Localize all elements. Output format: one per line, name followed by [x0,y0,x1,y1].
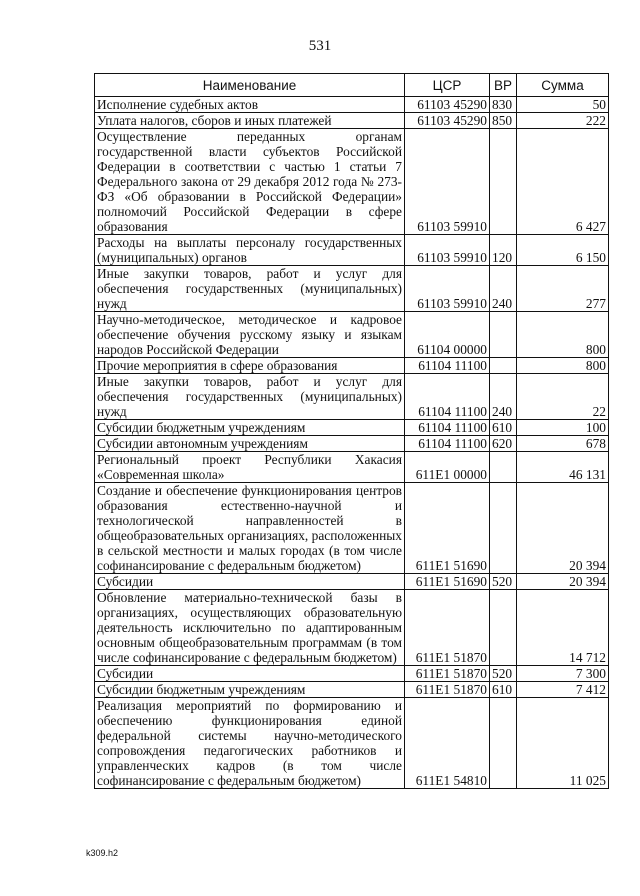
row-vr [490,452,517,483]
row-vr [490,483,517,574]
row-name: Расходы на выплаты персоналу государственных (муниципальных) органов [95,235,405,266]
table-row [95,235,609,266]
row-sum: 678 [517,436,609,452]
row-sum: 11 025 [517,698,609,789]
table-row [95,483,609,574]
row-csr: 61103 59910 [405,235,490,266]
row-vr: 520 [490,574,517,590]
row-name: Субсидии бюджетным учреждениям [95,682,405,698]
table-row [95,113,609,129]
row-sum: 7 300 [517,666,609,682]
row-vr: 850 [490,113,517,129]
footer-code: k309.h2 [86,848,119,858]
row-name: Субсидии [95,574,405,590]
row-csr: 61103 59910 [405,129,490,235]
table-row [95,129,609,235]
row-sum: 800 [517,312,609,358]
row-sum: 22 [517,374,609,420]
table-header-row [95,74,609,97]
header-sum: Сумма [517,74,609,97]
row-csr: 61104 11100 [405,420,490,436]
row-csr: 611E1 51690 [405,574,490,590]
table-row [95,590,609,666]
row-sum: 20 394 [517,483,609,574]
table-row [95,666,609,682]
row-name: Уплата налогов, сборов и иных платежей [95,113,405,129]
row-vr: 520 [490,666,517,682]
row-sum: 20 394 [517,574,609,590]
row-csr: 61103 45290 [405,97,490,113]
table-row [95,420,609,436]
row-csr: 611E1 54810 [405,698,490,789]
table-row [95,374,609,420]
row-sum: 222 [517,113,609,129]
row-name: Субсидии автономным учреждениям [95,436,405,452]
table-row [95,97,609,113]
header-name: Наименование [95,74,405,97]
row-vr [490,358,517,374]
row-name: Осуществление переданных органам государственной власти субъектов Российской Федерации в соответствии с частью 1 статьи 7 Федерального закона от 29 декабря 2012 года № 273-ФЗ «Об образовании в Российской Федерации» полномочий Российской Федерации в сфере образования [95,129,405,235]
row-sum: 6 427 [517,129,609,235]
row-name: Иные закупки товаров, работ и услуг для обеспечения государственных (муниципальных) нужд [95,266,405,312]
row-sum: 100 [517,420,609,436]
row-name: Прочие мероприятия в сфере образования [95,358,405,374]
row-vr [490,590,517,666]
table-row [95,574,609,590]
table-row [95,358,609,374]
row-csr: 611E1 51870 [405,666,490,682]
row-sum: 277 [517,266,609,312]
row-name: Исполнение судебных актов [95,97,405,113]
row-name: Обновление материально-технической базы в организациях, осуществляющих образовательную деятельность исключительно по адаптированным основным общеобразовательным программам (в том числе софинансирование с федеральным бюджетом) [95,590,405,666]
row-sum: 14 712 [517,590,609,666]
row-sum: 6 150 [517,235,609,266]
row-vr: 240 [490,374,517,420]
row-name: Научно-методическое, методическое и кадровое обеспечение обучения русскому языку и языкам народов Российской Федерации [95,312,405,358]
row-sum: 7 412 [517,682,609,698]
row-csr: 61103 45290 [405,113,490,129]
row-vr: 610 [490,682,517,698]
row-csr: 61104 11100 [405,358,490,374]
row-name: Субсидии бюджетным учреждениям [95,420,405,436]
row-vr: 610 [490,420,517,436]
header-csr: ЦСР [405,74,490,97]
table-row [95,452,609,483]
row-name: Реализация мероприятий по формированию и обеспечению функционирования единой федеральной системы научно-методического сопровождения педагогических работников и управленческих кадров (в том числе софинансирование с федеральным бюджетом) [95,698,405,789]
table-row [95,682,609,698]
budget-table [94,73,609,789]
row-sum: 50 [517,97,609,113]
row-vr: 240 [490,266,517,312]
row-vr: 620 [490,436,517,452]
table-row [95,266,609,312]
table-row [95,312,609,358]
row-name: Субсидии [95,666,405,682]
row-vr [490,129,517,235]
header-vr: ВР [490,74,517,97]
row-vr [490,698,517,789]
row-csr: 611E1 51690 [405,483,490,574]
row-name: Иные закупки товаров, работ и услуг для обеспечения государственных (муниципальных) нужд [95,374,405,420]
page-number: 531 [308,38,332,54]
row-sum: 46 131 [517,452,609,483]
row-csr: 611E1 00000 [405,452,490,483]
row-vr: 120 [490,235,517,266]
row-vr [490,312,517,358]
row-name: Создание и обеспечение функционирования центров образования естественно-научной и технологической направленностей в общеобразовательных организациях, расположенных в сельской местности и малых городах (в том числе софинансирование с федеральным бюджетом) [95,483,405,574]
row-csr: 61104 11100 [405,374,490,420]
row-csr: 61103 59910 [405,266,490,312]
table-row [95,436,609,452]
row-csr: 61104 11100 [405,436,490,452]
row-csr: 611E1 51870 [405,682,490,698]
row-vr: 830 [490,97,517,113]
row-csr: 611E1 51870 [405,590,490,666]
row-csr: 61104 00000 [405,312,490,358]
row-sum: 800 [517,358,609,374]
table-row [95,698,609,789]
row-name: Региональный проект Республики Хакасия «Современная школа» [95,452,405,483]
